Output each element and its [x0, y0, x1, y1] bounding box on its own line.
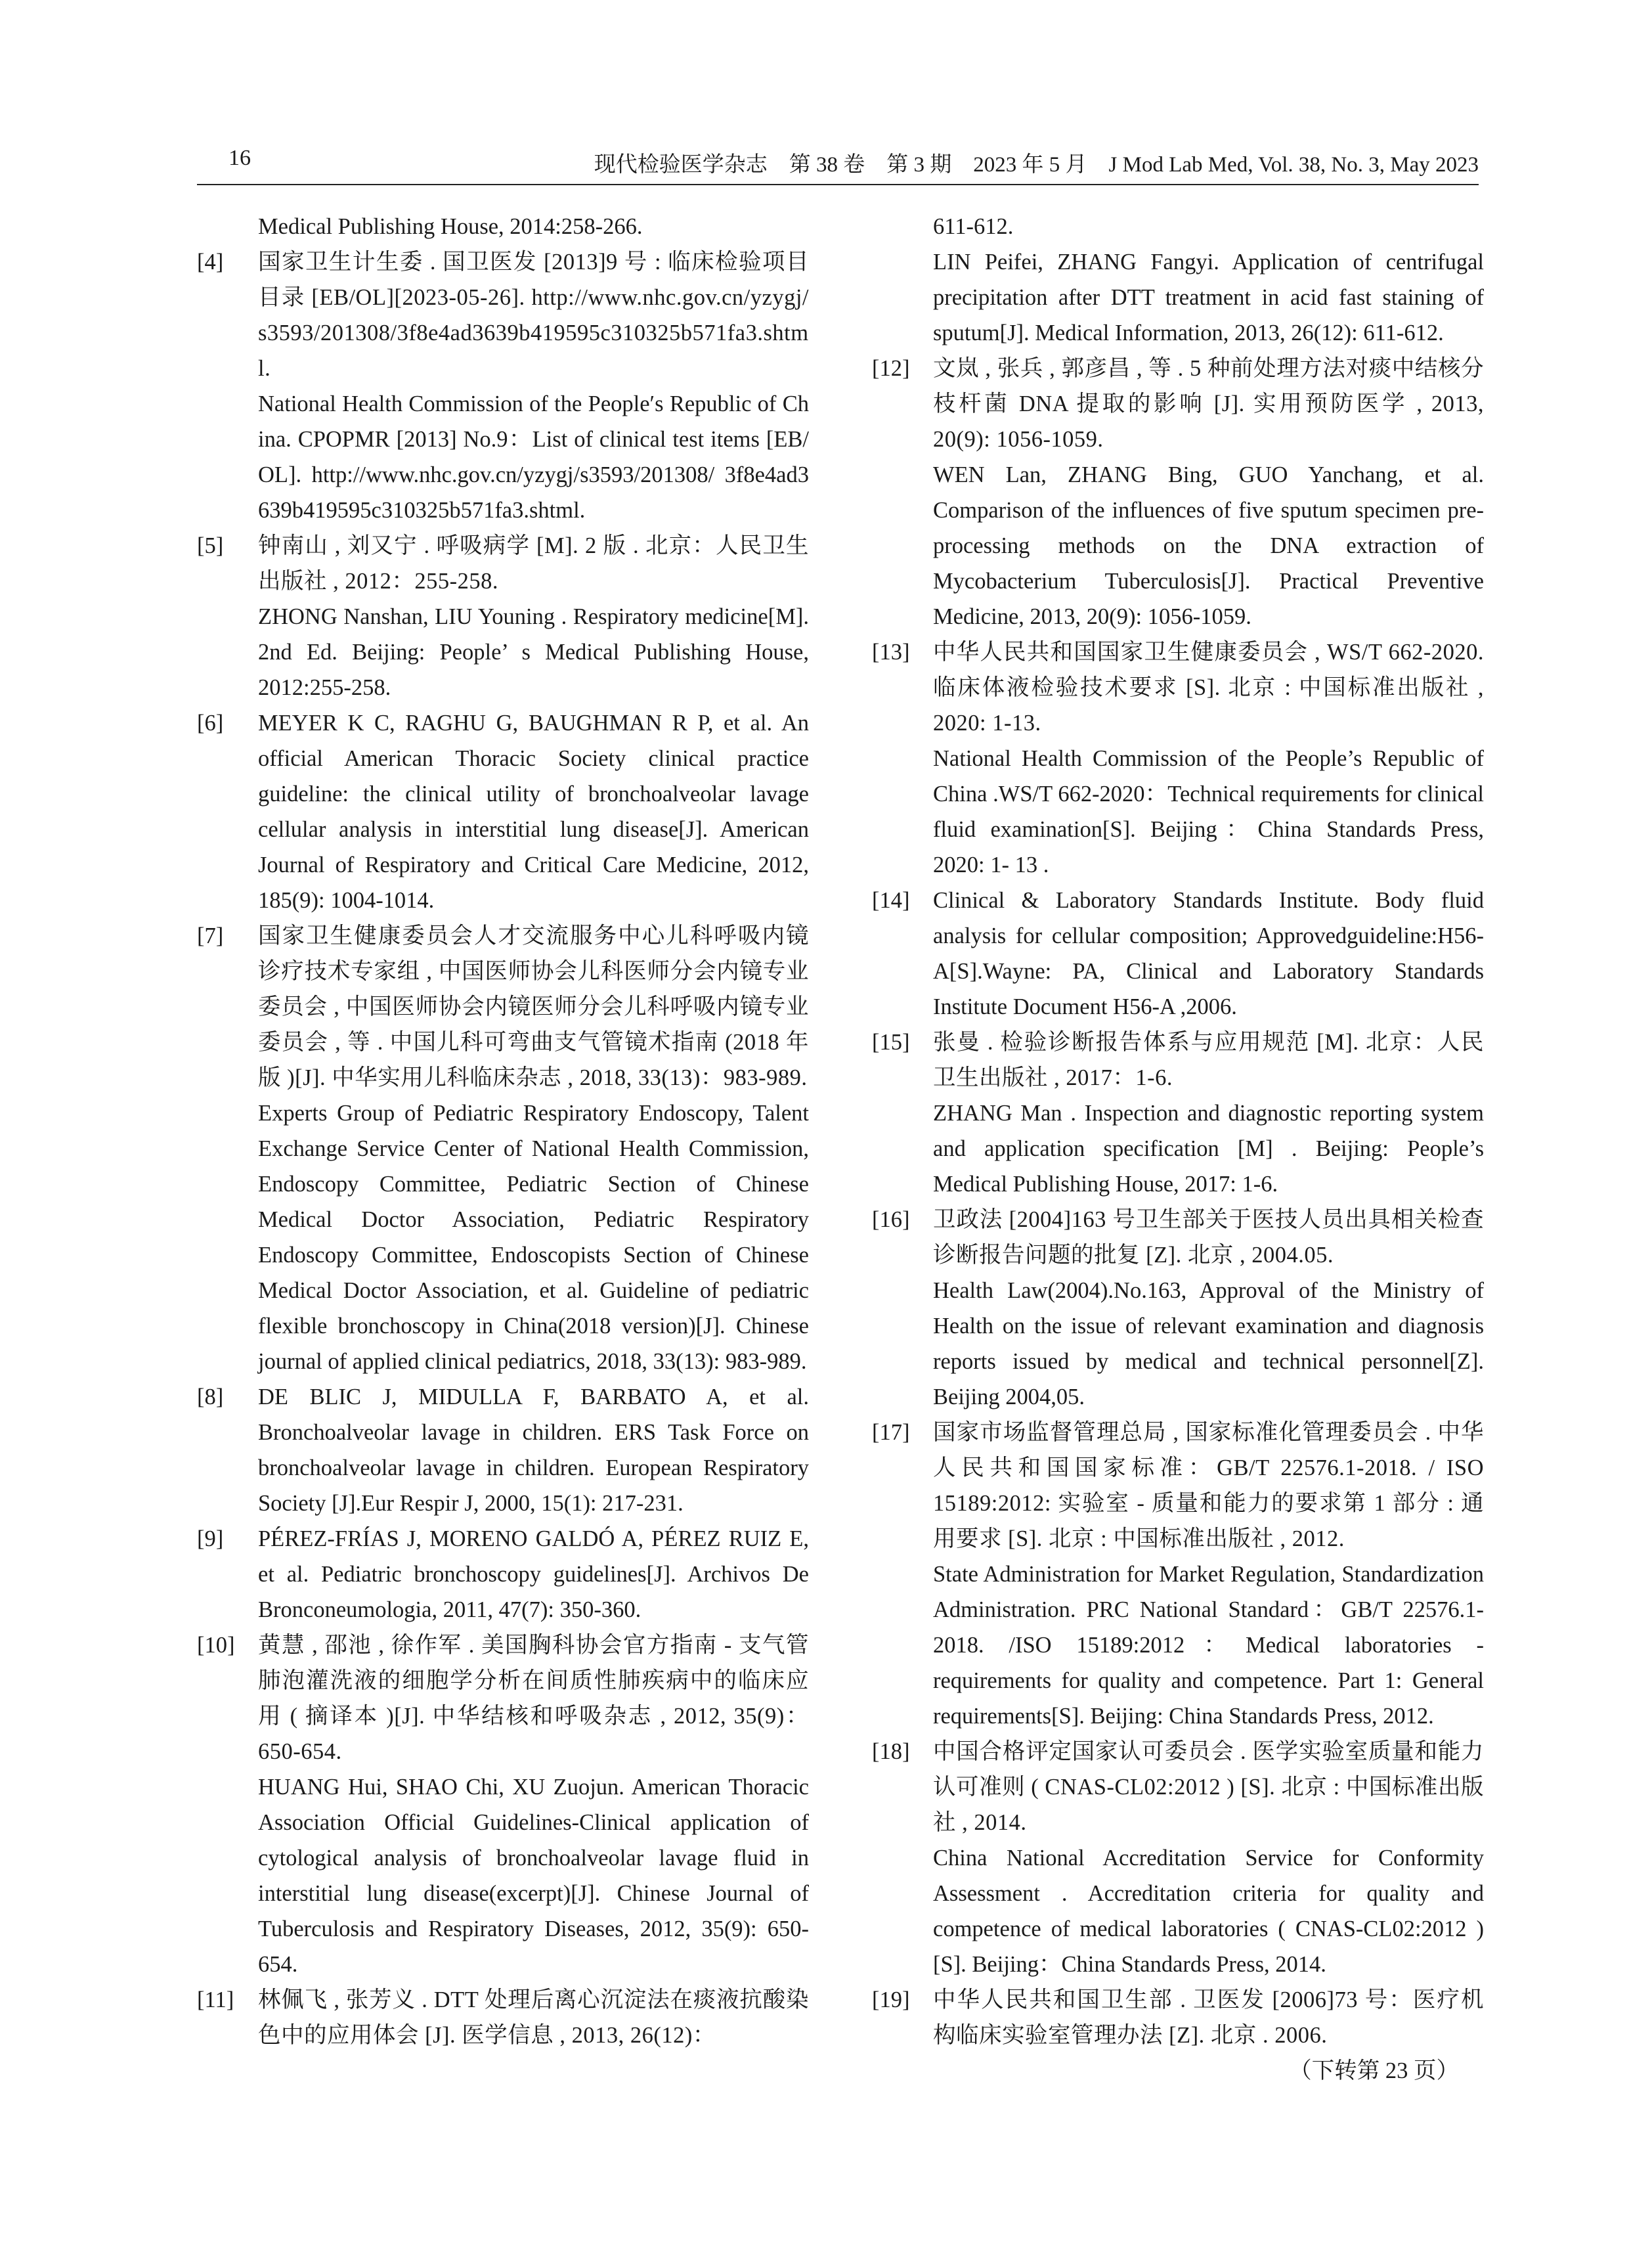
reference-text: 中华人民共和国国家卫生健康委员会 , WS/T 662-2020. 临床体液检验技术要求 [S]. 北京 : 中国标准出版社 , 2020: 1-13. [933, 640, 1484, 736]
reference-item [872, 1982, 1484, 2053]
reference-text: 国家卫生健康委员会人才交流服务中心儿科呼吸内镜诊疗技术专家组 , 中国医师协会儿科医师分会内镜专业委员会 , 中国医师协会内镜医师分会儿科呼吸内镜专业委员会 , 等 . 中国儿科可弯曲支气管镜术指南 (2018 年版 )[J]. 中华实用儿科临床杂志 , 2018, 33(13)：983-989. [258, 923, 809, 1090]
reference-item [872, 1202, 1484, 1415]
reference-number: [11] [197, 1987, 234, 2012]
reference-text: 卫政法 [2004]163 号卫生部关于医技人员出具相关检查诊断报告问题的批复 [Z]. 北京 , 2004.05. [933, 1207, 1484, 1268]
reference-item [197, 918, 809, 1379]
right-column [872, 209, 1484, 2089]
reference-item [872, 1734, 1484, 1982]
reference-number: [5] [197, 533, 224, 558]
reference-text: State Administration for Market Regulation, Standardization Administration. PRC National Standard：GB/T 22576.1-2018. /ISO 15189:2012：Medical laboratories -requirements for quality and competence. Part 1: General requirements[S]. Beijing: China Standards Press, 2012. [933, 1562, 1484, 1729]
reference-item [197, 1379, 809, 1521]
reference-item [197, 705, 809, 918]
reference-item [872, 883, 1484, 1025]
left-column [197, 209, 809, 2053]
reference-number: [12] [872, 356, 910, 381]
reference-number: [17] [872, 1420, 910, 1445]
reference-text: MEYER K C, RAGHU G, BAUGHMAN R P, et al. An official American Thoracic Society clinical practice guideline: the clinical utility of bronchoalveolar lavage cellular analysis in interstitial lung disease[J]. American Journal of Respiratory and Critical Care Medicine, 2012, 185(9): 1004-1014. [258, 711, 809, 913]
reference-text: National Health Commission of the People’s Republic of China .WS/T 662-2020：Technical requirements for clinical fluid examination[S]. Beijing：China Standards Press, 2020: 1- 13 . [933, 746, 1484, 877]
reference-text: WEN Lan, ZHANG Bing, GUO Yanchang, et al. Comparison of the influences of five sputum specimen pre-processing methods on the DNA extraction of Mycobacterium Tuberculosis[J]. Practical Preventive Medicine, 2013, 20(9): 1056-1059. [933, 462, 1484, 629]
reference-number: [7] [197, 923, 224, 948]
reference-text: Health Law(2004).No.163, Approval of the Ministry of Health on the issue of relevant examination and diagnosis reports issued by medical and technical personnel[Z]. Beijing 2004,05. [933, 1278, 1484, 1409]
reference-text: 林佩飞 , 张芳义 . DTT 处理后离心沉淀法在痰液抗酸染色中的应用体会 [J]. 医学信息 , 2013, 26(12)： [258, 1987, 809, 2048]
reference-item [872, 634, 1484, 883]
reference-number: [13] [872, 640, 910, 665]
reference-number: [16] [872, 1207, 910, 1232]
reference-continuation [872, 209, 1484, 351]
reference-text: 钟南山 , 刘又宁 . 呼吸病学 [M]. 2 版 . 北京：人民卫生出版社 , 2012：255-258. [258, 533, 809, 594]
reference-item [197, 1521, 809, 1627]
reference-item [197, 528, 809, 705]
page-number: 16 [228, 146, 251, 170]
reference-text: 文岚 , 张兵 , 郭彦昌 , 等 . 5 种前处理方法对痰中结核分枝杆菌 DNA 提取的影响 [J]. 实用预防医学 , 2013, 20(9): 1056-1059. [933, 356, 1484, 452]
reference-continuation [197, 209, 809, 244]
reference-text: Clinical & Laboratory Standards Institute. Body fluid analysis for cellular composition; Approvedguideline:H56-A[S].Wayne: PA, Clinical and Laboratory Standards Institute Document H56-A ,2006. [933, 888, 1484, 1019]
reference-text: 国家卫生计生委 . 国卫医发 [2013]9 号 : 临床检验项目目录 [EB/OL][2023-05-26]. http://www.nhc.gov.cn/yzygj/s3593/201308/3f8e4ad3639b419595c310325b571fa3.shtml. [258, 250, 809, 381]
reference-text: ZHANG Man . Inspection and diagnostic reporting system and application specification [M] . Beijing: People’s Medical Publishing House, 2017: 1-6. [933, 1101, 1484, 1197]
reference-text: LIN Peifei, ZHANG Fangyi. Application of centrifugal precipitation after DTT treatment in acid fast staining of sputum[J]. Medical Information, 2013, 26(12): 611-612. [933, 250, 1484, 345]
reference-text: Experts Group of Pediatric Respiratory Endoscopy, Talent Exchange Service Center of National Health Commission, Endoscopy Committee, Pediatric Section of Chinese Medical Doctor Association, Pediatric Respiratory Endoscopy Committee, Endoscopists Section of Chinese Medical Doctor Association, et al. Guideline of pediatric flexible bronchoscopy in China(2018 version)[J]. Chinese journal of applied clinical pediatrics, 2018, 33(13): 983-989. [258, 1101, 809, 1374]
reference-item [872, 1025, 1484, 1202]
reference-number: [19] [872, 1987, 910, 2012]
reference-number: [15] [872, 1030, 910, 1055]
running-header [197, 139, 1479, 185]
header-rule [197, 184, 1479, 185]
reference-text: National Health Commission of the People′s Republic of China. CPOPMR [2013] No.9：List of clinical test items [EB/OL]. http://www.nhc.gov.cn/yzygj/s3593/201308/ 3f8e4ad3639b419595c310325b571fa3.shtml. [258, 391, 809, 523]
reference-item [197, 1982, 809, 2053]
reference-number: [6] [197, 711, 224, 736]
reference-text: 中华人民共和国卫生部 . 卫医发 [2006]73 号：医疗机构临床实验室管理办法 [Z]. 北京 . 2006. [933, 1987, 1484, 2048]
continued-on-page-note: （下转第 23 页） [1289, 2058, 1459, 2083]
reference-text: DE BLIC J, MIDULLA F, BARBATO A, et al. Bronchoalveolar lavage in children. ERS Task Force on bronchoalveolar lavage in children. European Respiratory Society [J].Eur Respir J, 2000, 15(1): 217-231. [258, 1384, 809, 1516]
reference-item [872, 1415, 1484, 1734]
reference-number: [10] [197, 1633, 235, 1658]
reference-text: 611-612. [933, 214, 1014, 239]
reference-text: HUANG Hui, SHAO Chi, XU Zuojun. American Thoracic Association Official Guidelines-Clinical application of cytological analysis of bronchoalveolar lavage fluid in interstitial lung disease(excerpt)[J]. Chinese Journal of Tuberculosis and Respiratory Diseases, 2012, 35(9): 650-654. [258, 1775, 809, 1977]
reference-number: [4] [197, 250, 224, 275]
journal-citation-line: 现代检验医学杂志 第 38 卷 第 3 期 2023 年 5 月 J Mod Lab Med, Vol. 38, No. 3, May 2023 [594, 153, 1479, 177]
reference-text: ZHONG Nanshan, LIU Youning . Respiratory medicine[M]. 2nd Ed. Beijing: People’ s Medical Publishing House, 2012:255-258. [258, 604, 809, 700]
reference-item [872, 351, 1484, 634]
reference-text: 黄慧 , 邵池 , 徐作军 . 美国胸科协会官方指南 - 支气管肺泡灌洗液的细胞学分析在间质性肺疾病中的临床应用 ( 摘译本 )[J]. 中华结核和呼吸杂志 , 2012, 35(9)：650-654. [258, 1633, 809, 1764]
reference-text: 张曼 . 检验诊断报告体系与应用规范 [M]. 北京：人民卫生出版社 , 2017：1-6. [933, 1030, 1484, 1090]
reference-text: 国家市场监督管理总局 , 国家标准化管理委员会 . 中华人民共和国国家标准：GB/T 22576.1-2018. / ISO 15189:2012: 实验室 - 质量和能力的要求第 1 部分 : 通用要求 [S]. 北京 : 中国标准出版社 , 2012. [933, 1420, 1484, 1551]
reference-text: China National Accreditation Service for Conformity Assessment . Accreditation criteria for quality and competence of medical laboratories ( CNAS-CL02:2012 ) [S]. Beijing：China Standards Press, 2014. [933, 1846, 1484, 1977]
reference-number: [14] [872, 888, 910, 913]
reference-item [197, 1627, 809, 1982]
reference-text: PÉREZ-FRÍAS J, MORENO GALDÓ A, PÉREZ RUIZ E, et al. Pediatric bronchoscopy guidelines[J]. Archivos De Bronconeumologia, 2011, 47(7): 350-360. [258, 1526, 809, 1622]
reference-number: [8] [197, 1384, 224, 1409]
reference-number: [9] [197, 1526, 224, 1551]
reference-item [197, 244, 809, 528]
reference-number: [18] [872, 1739, 910, 1764]
reference-text: 中国合格评定国家认可委员会 . 医学实验室质量和能力认可准则 ( CNAS-CL02:2012 ) [S]. 北京 : 中国标准出版社 , 2014. [933, 1739, 1484, 1835]
reference-text: Medical Publishing House, 2014:258-266. [258, 214, 643, 239]
